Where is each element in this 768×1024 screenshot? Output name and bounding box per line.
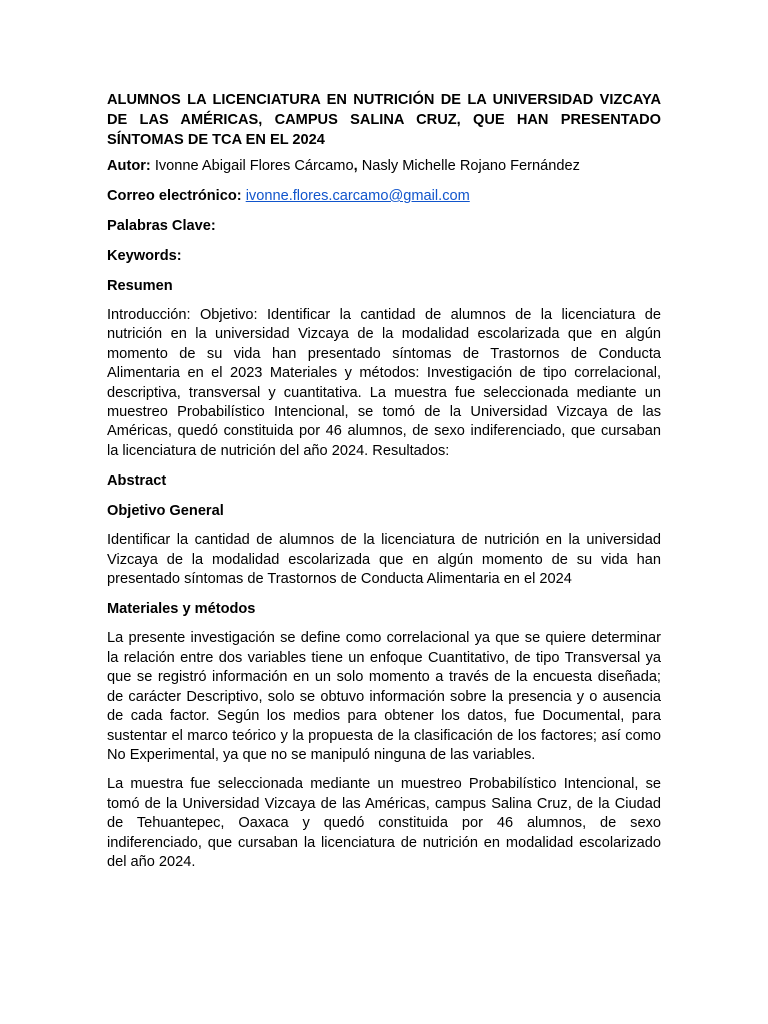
- materiales-metodos-paragraph-2: La muestra fue seleccionada mediante un muestreo Probabilístico Intencional, se tomó de la Universidad Vizcaya de las Américas, campus Salina Cruz, de la Ciudad de Tehuantepec, Oaxaca y quedó constituida por 46 alumnos, de sexo indiferenciado, que cursaban la licenciatura de nutrición en modalidad escolarizado del año 2024.: [107, 776, 661, 870]
- objetivo-general-paragraph: Identificar la cantidad de alumnos de la licenciatura de nutrición en la universidad Vizcaya de la modalidad escolarizada que en algún momento de su vida han presentado síntomas de Trastornos de Conducta Alimentaria en el 2024: [107, 532, 661, 588]
- author-separator: ,: [353, 158, 358, 174]
- materiales-metodos-heading: Materiales y métodos: [107, 601, 256, 618]
- resumen-heading: Resumen: [107, 278, 173, 294]
- author-label: Autor:: [107, 158, 151, 174]
- author-name-1: Ivonne Abigail Flores Cárcamo: [150, 158, 354, 174]
- email-link[interactable]: ivonne.flores.carcamo@gmail.com: [245, 188, 470, 204]
- email-line: [107, 186, 661, 206]
- materiales-metodos-paragraph-1: La presente investigación se define como correlacional ya que se quiere determinar la relación entre dos variables tiene un enfoque Cuantitativo, de tipo Transversal ya que se registró información en un solo momento a través de la encuesta diseñada; de carácter Descriptivo, solo se obtuvo información sobre la presencia y o ausencia de cada factor. Según los medios para obtener los datos, fue Documental, para sustentar el marco teórico y la propuesta de la clasificación de los factores; así como No Experimental, ya que no se manipuló ninguna de las variables.: [107, 630, 661, 763]
- email-label: Correo electrónico:: [107, 188, 242, 204]
- author-name-2: Nasly Michelle Rojano Fernández: [357, 158, 580, 174]
- keywords-es-label: Palabras Clave:: [107, 218, 216, 234]
- abstract-heading: Abstract: [107, 473, 167, 490]
- document-title: ALUMNOS LA LICENCIATURA EN NUTRICIÓN DE LA UNIVERSIDAD VIZCAYA DE LAS AMÉRICAS, CAMPUS SALINA CRUZ, QUE HAN PRESENTADO SÍNTOMAS DE TCA EN EL 2024: [107, 92, 661, 148]
- objetivo-general-heading: Objetivo General: [107, 503, 224, 520]
- author-line: [107, 156, 661, 176]
- keywords-en-label: Keywords:: [107, 248, 182, 264]
- resumen-paragraph: Introducción: Objetivo: Identificar la cantidad de alumnos de la licenciatura de nutrición en la universidad Vizcaya de la modalidad escolarizada que en algún momento de su vida han presentado síntomas de Trastornos de Conducta Alimentaria en el 2023 Materiales y métodos: Investigación de tipo correlacional, descriptiva, transversal y cuantitativa. La muestra fue seleccionada mediante un muestreo Probabilístico Intencional, se tomó de la Universidad Vizcaya de las Américas, quedó constituida por 46 alumnos, de sexo indiferenciado, que cursaban la licenciatura de nutrición del año 2024. Resultados:: [107, 307, 661, 459]
